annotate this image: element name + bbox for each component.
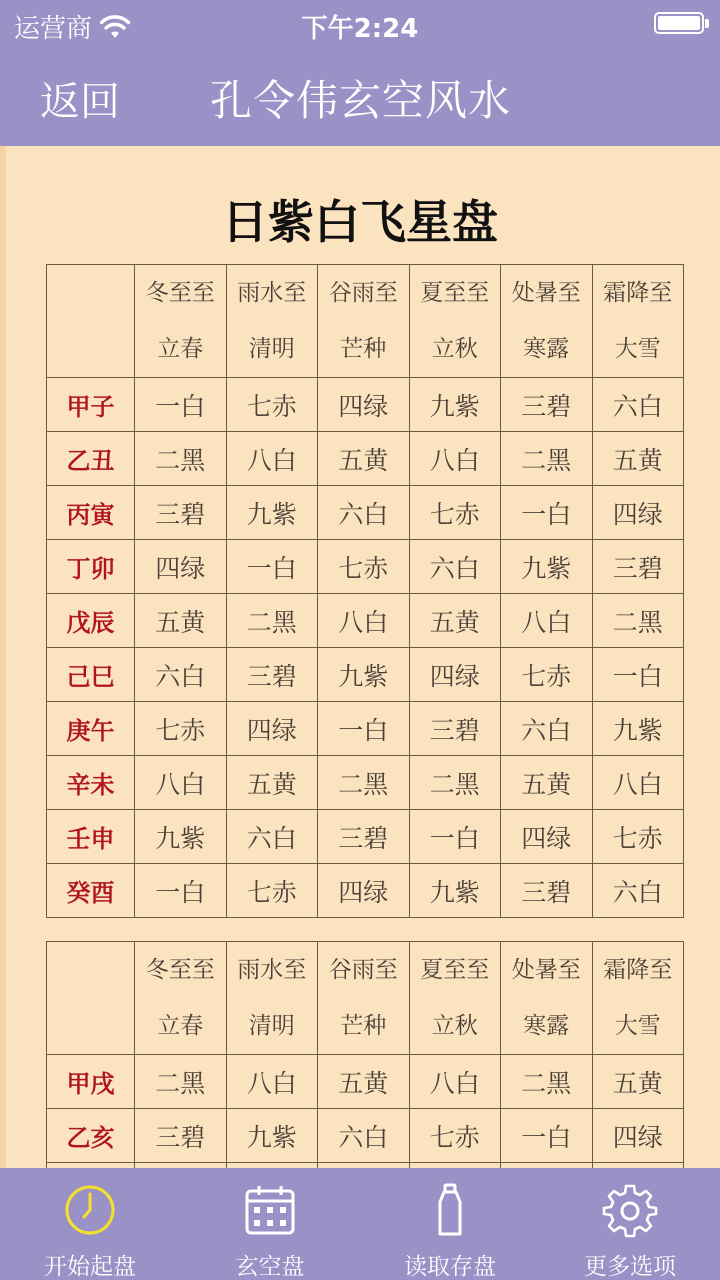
star-cell: 六白: [135, 648, 227, 702]
star-cell: 八白: [226, 1055, 318, 1109]
star-cell: 九紫: [226, 1109, 318, 1163]
solar-term-header: [318, 942, 410, 1055]
star-cell: 六白: [318, 1109, 410, 1163]
star-cell: 九紫: [135, 810, 227, 864]
stem-branch-label: 甲子: [47, 378, 135, 432]
table-row: [47, 378, 684, 432]
star-cell: 九紫: [592, 702, 684, 756]
status-time: 下午2:24: [301, 14, 419, 44]
solar-term-header: [226, 265, 318, 378]
header-line-1: 处暑至: [511, 957, 581, 983]
tab-xuankong-label: 玄空盘: [235, 1254, 305, 1280]
header-line-1: 冬至至: [145, 280, 215, 306]
star-cell: 一白: [592, 648, 684, 702]
header-line-1: 夏至至: [420, 280, 490, 306]
solar-term-header: [135, 265, 227, 378]
star-cell: 四绿: [226, 702, 318, 756]
star-cell: 八白: [226, 432, 318, 486]
header-line-1: 雨水至: [237, 280, 307, 306]
star-cell: 八白: [501, 594, 593, 648]
star-cell: 四绿: [592, 1109, 684, 1163]
star-cell: 一白: [318, 702, 410, 756]
table-row: [47, 594, 684, 648]
star-cell: 七赤: [226, 378, 318, 432]
corner-cell: [47, 942, 135, 1055]
star-cell: 八白: [592, 756, 684, 810]
star-cell: 五黄: [318, 432, 410, 486]
tab-start-label: 开始起盘: [44, 1254, 136, 1280]
table-row: [47, 810, 684, 864]
star-cell: 三碧: [318, 810, 410, 864]
stem-branch-label: 甲戌: [47, 1055, 135, 1109]
tab-more[interactable]: [540, 1168, 720, 1280]
header-line-1: 霜降至: [603, 280, 673, 306]
header-line-2: 立春: [157, 336, 204, 362]
star-cell: 二黑: [226, 594, 318, 648]
solar-term-header: [409, 942, 501, 1055]
tab-load-saved-label: 读取存盘: [404, 1254, 496, 1280]
star-cell: 六白: [592, 378, 684, 432]
star-cell: 六白: [226, 810, 318, 864]
back-button[interactable]: 返回: [40, 79, 120, 125]
star-cell: 五黄: [592, 1055, 684, 1109]
clock-icon: [62, 1182, 118, 1238]
star-cell: 七赤: [318, 540, 410, 594]
status-bar: [0, 0, 720, 48]
corner-cell: [47, 265, 135, 378]
star-cell: 七赤: [592, 810, 684, 864]
header-line-2: 寒露: [523, 336, 570, 362]
table-row: [47, 864, 684, 918]
header-line-1: 夏至至: [420, 957, 490, 983]
star-cell: 八白: [409, 432, 501, 486]
header-line-2: 芒种: [340, 336, 387, 362]
solar-term-header: [135, 942, 227, 1055]
star-cell: 五黄: [409, 594, 501, 648]
nav-title: 孔令伟玄空风水: [210, 76, 512, 125]
navigation-bar: [0, 0, 720, 146]
header-line-2: 立秋: [431, 1013, 478, 1039]
header-line-1: 处暑至: [511, 280, 581, 306]
table-row: [47, 648, 684, 702]
tab-start[interactable]: [0, 1168, 180, 1280]
star-cell: 八白: [409, 1055, 501, 1109]
star-cell: 二黑: [318, 756, 410, 810]
solar-term-header: [226, 942, 318, 1055]
star-cell: 二黑: [135, 1055, 227, 1109]
star-cell: 七赤: [135, 702, 227, 756]
star-cell: 二黑: [501, 432, 593, 486]
star-cell: 四绿: [409, 648, 501, 702]
star-cell: 五黄: [318, 1055, 410, 1109]
table-row: [47, 1055, 684, 1109]
star-cell: 七赤: [226, 864, 318, 918]
star-cell: 四绿: [318, 378, 410, 432]
header-line-2: 清明: [248, 336, 295, 362]
header-line-1: 冬至至: [145, 957, 215, 983]
star-table-1: [46, 264, 684, 918]
star-cell: 四绿: [318, 864, 410, 918]
star-cell: 九紫: [501, 540, 593, 594]
star-cell: 三碧: [501, 378, 593, 432]
star-cell: 三碧: [135, 486, 227, 540]
star-cell: 九紫: [409, 378, 501, 432]
stem-branch-label: 丙寅: [47, 486, 135, 540]
solar-term-header: [592, 265, 684, 378]
table-row: [47, 702, 684, 756]
table-row: [47, 432, 684, 486]
star-cell: 六白: [318, 486, 410, 540]
star-cell: 三碧: [135, 1109, 227, 1163]
header-row: [47, 942, 684, 1055]
star-cell: 九紫: [409, 864, 501, 918]
header-line-2: 立秋: [431, 336, 478, 362]
header-line-1: 谷雨至: [328, 957, 398, 983]
header-line-1: 谷雨至: [328, 280, 398, 306]
stem-branch-label: 己巳: [47, 648, 135, 702]
stem-branch-label: 丁卯: [47, 540, 135, 594]
solar-term-header: [318, 265, 410, 378]
header-line-2: 立春: [157, 1013, 204, 1039]
star-cell: 四绿: [501, 810, 593, 864]
tab-bar: [0, 1168, 720, 1280]
tab-more-label: 更多选项: [584, 1254, 676, 1280]
star-cell: 二黑: [409, 756, 501, 810]
table-row: [47, 1109, 684, 1163]
stem-branch-label: 癸酉: [47, 864, 135, 918]
table-row: [47, 756, 684, 810]
star-cell: 三碧: [592, 540, 684, 594]
star-cell: 二黑: [135, 432, 227, 486]
star-cell: 六白: [501, 702, 593, 756]
left-edge-bar: [0, 146, 6, 1168]
header-line-2: 大雪: [614, 1013, 661, 1039]
star-cell: 三碧: [226, 648, 318, 702]
carrier-name: 运营商: [14, 14, 93, 44]
star-cell: 一白: [501, 1109, 593, 1163]
stem-branch-label: 壬申: [47, 810, 135, 864]
star-cell: 六白: [592, 864, 684, 918]
header-line-1: 霜降至: [603, 957, 673, 983]
solar-term-header: [592, 942, 684, 1055]
star-cell: 五黄: [135, 594, 227, 648]
header-line-1: 雨水至: [237, 957, 307, 983]
star-cell: 五黄: [226, 756, 318, 810]
table-row: [47, 540, 684, 594]
star-cell: 三碧: [501, 864, 593, 918]
stem-branch-label: 戊辰: [47, 594, 135, 648]
star-cell: 六白: [409, 540, 501, 594]
header-row: [47, 265, 684, 378]
star-cell: 九紫: [226, 486, 318, 540]
tab-load-saved[interactable]: [360, 1168, 540, 1280]
solar-term-header: [501, 942, 593, 1055]
star-cell: 一白: [409, 810, 501, 864]
bottle-icon: [422, 1182, 478, 1238]
solar-term-header: [501, 265, 593, 378]
tab-xuankong[interactable]: [180, 1168, 360, 1280]
star-cell: 五黄: [501, 756, 593, 810]
header-line-2: 清明: [248, 1013, 295, 1039]
gear-icon: [602, 1182, 658, 1238]
star-cell: 四绿: [592, 486, 684, 540]
star-cell: 七赤: [409, 486, 501, 540]
star-cell: 一白: [135, 378, 227, 432]
star-cell: 七赤: [501, 648, 593, 702]
star-cell: 一白: [226, 540, 318, 594]
page-title: 日紫白飞星盘: [222, 195, 498, 249]
calendar-icon: [242, 1182, 298, 1238]
star-cell: 三碧: [409, 702, 501, 756]
stem-branch-label: 庚午: [47, 702, 135, 756]
star-cell: 七赤: [409, 1109, 501, 1163]
header-line-2: 大雪: [614, 336, 661, 362]
star-cell: 四绿: [135, 540, 227, 594]
header-line-2: 寒露: [523, 1013, 570, 1039]
table-row: [47, 486, 684, 540]
solar-term-header: [409, 265, 501, 378]
content-scroll-area[interactable]: [0, 146, 720, 1168]
star-cell: 二黑: [501, 1055, 593, 1109]
star-cell: 八白: [318, 594, 410, 648]
stem-branch-label: 乙亥: [47, 1109, 135, 1163]
battery-icon: [654, 12, 704, 34]
star-cell: 二黑: [592, 594, 684, 648]
star-cell: 八白: [135, 756, 227, 810]
stem-branch-label: 辛未: [47, 756, 135, 810]
star-table-2: [46, 941, 684, 1168]
stem-branch-label: 乙丑: [47, 432, 135, 486]
header-line-2: 芒种: [340, 1013, 387, 1039]
star-cell: 九紫: [318, 648, 410, 702]
star-cell: 五黄: [592, 432, 684, 486]
star-cell: 一白: [135, 864, 227, 918]
star-cell: 一白: [501, 486, 593, 540]
